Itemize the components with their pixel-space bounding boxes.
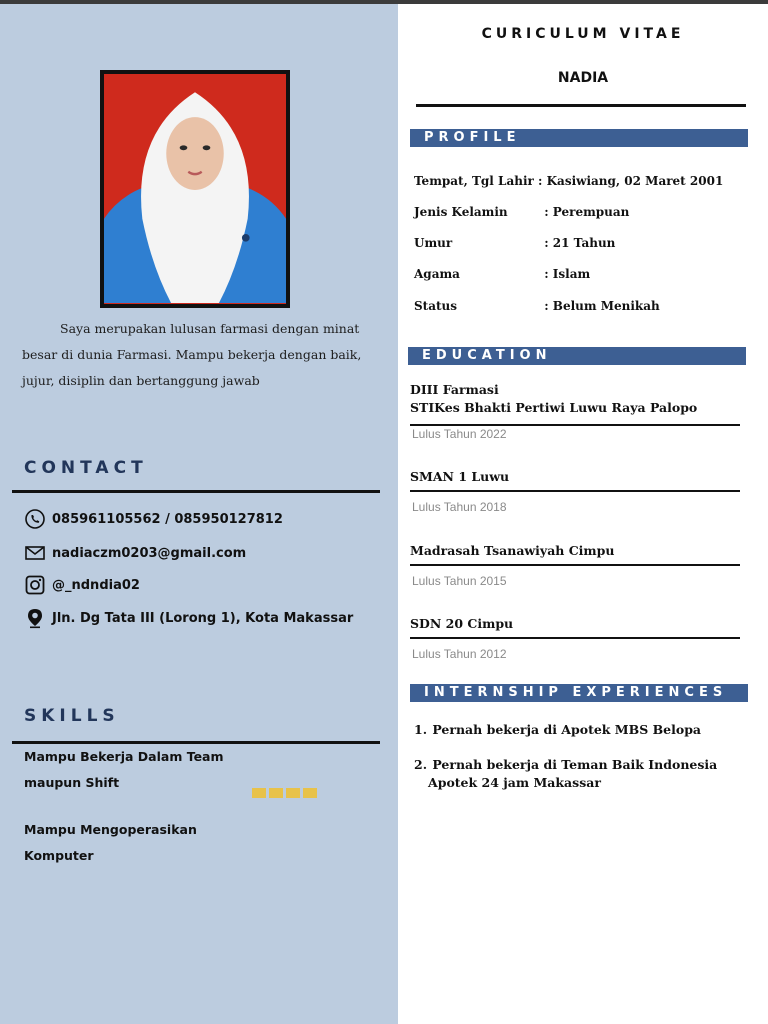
contact-address	[24, 607, 353, 629]
contact-email	[24, 542, 246, 564]
internship-number: 1.	[414, 722, 428, 737]
education-year: Lulus Tahun 2012	[412, 647, 507, 661]
education-line: STIKes Bhakti Pertiwi Luwu Raya Palopo	[410, 400, 698, 415]
contact-divider	[12, 490, 380, 493]
profile-key: Jenis Kelamin	[414, 205, 508, 219]
education-item-title: SMAN 1 Luwu	[410, 469, 510, 484]
skill-item	[24, 817, 274, 869]
internship-section-bar: INTERNSHIP EXPERIENCES	[410, 684, 748, 702]
skill-rating	[252, 788, 317, 798]
email-text: nadiaczm0203@gmail.com	[52, 545, 247, 561]
profile-key: Agama	[414, 267, 460, 281]
phone-icon	[24, 508, 46, 530]
profile-value: : Kasiwiang, 02 Maret 2001	[538, 174, 724, 188]
profile-key: Tempat, Tgl Lahir	[414, 174, 534, 188]
contact-heading: CONTACT	[24, 458, 148, 478]
rating-dot	[303, 788, 317, 798]
phone-text: 085961105562 / 085950127812	[52, 511, 283, 527]
profile-key: Status	[414, 299, 458, 313]
education-divider	[410, 637, 740, 639]
profile-row	[414, 174, 723, 188]
education-section-bar: EDUCATION	[408, 347, 746, 365]
education-item-title: SDN 20 Cimpu	[410, 616, 514, 631]
profile-value: : Islam	[544, 267, 591, 281]
education-year: Lulus Tahun 2018	[412, 500, 507, 514]
rating-dot	[269, 788, 283, 798]
education-year: Lulus Tahun 2022	[412, 427, 507, 441]
profile-row	[414, 267, 590, 281]
education-item-title: Madrasah Tsanawiyah Cimpu	[410, 543, 615, 558]
skill-item	[24, 744, 274, 796]
name-divider	[416, 104, 746, 107]
profile-value: : 21 Tahun	[544, 236, 616, 250]
instagram-text: @_ndndia02	[52, 577, 140, 593]
person-name: NADIA	[557, 70, 609, 86]
skill-line: Mampu Mengoperasikan	[24, 822, 197, 837]
internship-text: Pernah bekerja di Apotek MBS Belopa	[432, 722, 702, 737]
profile-value: : Belum Menikah	[544, 299, 660, 313]
right-column	[398, 4, 768, 1024]
rating-dot	[252, 788, 266, 798]
contact-instagram	[24, 574, 140, 596]
skill-line: Komputer	[24, 848, 94, 863]
address-text: Jln. Dg Tata III (Lorong 1), Kota Makassar	[52, 610, 354, 626]
education-divider	[410, 564, 740, 566]
skills-heading: SKILLS	[24, 706, 120, 726]
document-title: CURICULUM VITAE	[481, 26, 685, 42]
profile-key: Umur	[414, 236, 453, 250]
internship-text-continued: Apotek 24 jam Makassar	[428, 775, 601, 790]
education-line: DIII Farmasi	[410, 382, 499, 397]
intro-paragraph: Saya merupakan lulusan farmasi dengan minat besar di dunia Farmasi. Mampu bekerja dengan baik, jujur, disiplin dan bertanggung jawab	[22, 321, 362, 388]
internship-text: Pernah bekerja di Teman Baik Indonesia	[432, 757, 718, 772]
internship-item	[414, 756, 754, 792]
profile-row	[414, 205, 629, 219]
internship-number: 2.	[414, 757, 428, 772]
skill-line: maupun Shift	[24, 775, 120, 790]
education-item-title	[410, 381, 697, 417]
location-pin-icon	[24, 607, 46, 629]
profile-row	[414, 236, 615, 250]
education-year: Lulus Tahun 2015	[412, 574, 507, 588]
profile-photo	[100, 70, 290, 308]
instagram-icon	[24, 574, 46, 596]
profile-row	[414, 299, 660, 313]
rating-dot	[286, 788, 300, 798]
mail-icon	[24, 542, 46, 564]
profile-section-bar: PROFILE	[410, 129, 748, 147]
education-divider	[410, 490, 740, 492]
profile-photo-image	[104, 74, 286, 304]
internship-item	[414, 721, 754, 739]
education-divider	[410, 424, 740, 426]
profile-value: : Perempuan	[544, 205, 630, 219]
skill-line: Mampu Bekerja Dalam Team	[24, 749, 224, 764]
contact-phone	[24, 508, 283, 530]
